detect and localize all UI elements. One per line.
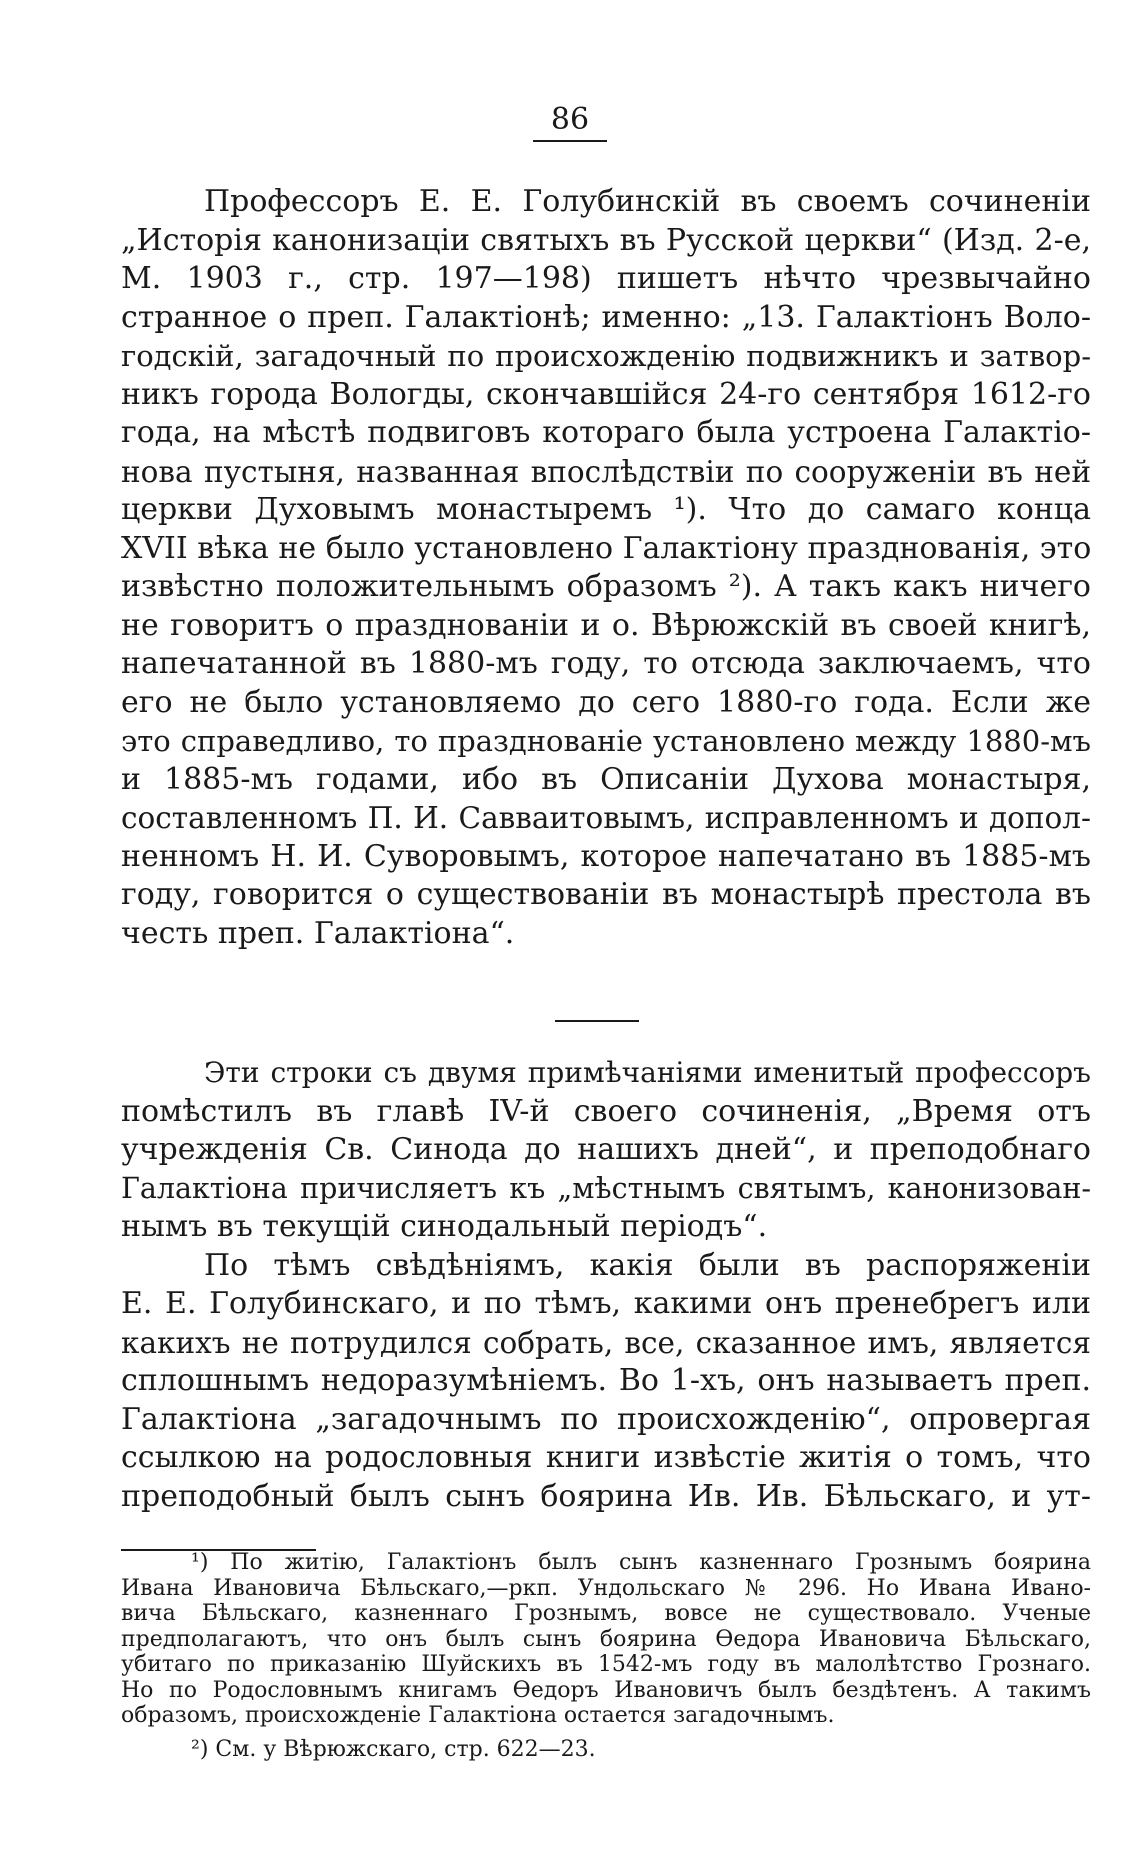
text-line: помѣстилъ въ главѣ IV-й своего сочиненія, „Время отъ: [121, 1093, 1091, 1129]
text-line: сплошнымъ недоразумѣніемъ. Во 1-хъ, онъ называетъ преп.: [121, 1363, 1091, 1398]
text-line: составленномъ П. И. Савваитовымъ, исправленномъ и допол-: [121, 801, 1091, 835]
text-line: его не было установляемо до сего 1880-го года. Если же: [121, 684, 1091, 720]
footnote-line: ²) См. у Вѣрюжскаго, стр. 622—23.: [191, 1736, 596, 1762]
paragraph-commentary: [121, 1054, 1091, 1516]
text-line: извѣстно положительнымъ образомъ ²). А такъ какъ ничего: [121, 569, 1091, 604]
text-line: года, на мѣстѣ подвиговъ котораго была устроена Галактіо-: [121, 415, 1091, 450]
text-line: Эти строки съ двумя примѣчаніями именитый профессоръ: [204, 1056, 1091, 1089]
text-line: это справедливо, то празднованіе установлено между 1880-мъ: [121, 724, 1091, 758]
text-line: честь преп. Галактіона“.: [121, 915, 515, 951]
text-line: напечатанной въ 1880-мъ году, то отсюда заключаемъ, что: [121, 646, 1091, 681]
section-separator: [555, 1020, 639, 1022]
text-line: и 1885-мъ годами, ибо въ Описаніи Духова монастыря,: [121, 761, 1091, 797]
text-line: не говоритъ о празднованіи и о. Вѣрюжскій въ своей книгѣ,: [121, 607, 1091, 643]
text-line: странное о преп. Галактіонѣ; именно: „13. Галактіонъ Воло-: [121, 299, 1091, 335]
text-line: годскій, загадочный по происхожденію подвижникъ и затвор-: [121, 339, 1091, 373]
text-line: какихъ не потрудился собрать, все, сказанное имъ, является: [121, 1325, 1091, 1360]
text-line: XVII вѣка не было установлено Галактіону празднованія, это: [121, 530, 1092, 566]
text-line: церкви Духовымъ монастыремъ ¹). Что до самаго конца: [121, 492, 1091, 527]
footnote-2: [121, 1737, 1091, 1763]
footnote-line: Но по Родословнымъ книгамъ Ѳедоръ Ивановичъ былъ бездѣтенъ. А такимъ: [121, 1677, 1091, 1703]
page-number-text: 86: [533, 102, 607, 142]
text-line: никъ города Вологды, скончавшійся 24-го сентября 1612-го: [121, 376, 1091, 412]
text-line: По тѣмъ свѣдѣніямъ, какія были въ распоряженіи: [204, 1247, 1091, 1283]
paragraph-golubinsky-quote: [121, 183, 1091, 953]
text-line: Профессоръ Е. Е. Голубинскій въ своемъ сочиненіи: [204, 184, 1091, 219]
footnote-1: [121, 1550, 1091, 1729]
text-line: Галактіона причисляетъ къ „мѣстнымъ святымъ, канонизован-: [121, 1171, 1091, 1205]
footnote-line: образомъ, происхожденіе Галактіона остается загадочнымъ.: [121, 1703, 835, 1728]
text-line: преподобный былъ сынъ боярина Ив. Ив. Бѣльскаго, и ут-: [121, 1478, 1091, 1514]
page-number: [0, 102, 1140, 142]
text-line: учрежденія Св. Синода до нашихъ дней“, и преподобнаго: [121, 1132, 1091, 1167]
text-line: Галактіона „загадочнымъ по происхожденію“, опровергая: [121, 1401, 1091, 1437]
text-line: нова пустыня, названная впослѣдствіи по сооруженіи въ ней: [121, 454, 1091, 489]
text-line: году, говорится о существованіи въ монастырѣ престола въ: [121, 877, 1091, 912]
footnote-line: предполагаютъ, что онъ былъ сынъ боярина Ѳедора Ивановича Бѣльскаго,: [121, 1626, 1091, 1652]
footnotes: [121, 1550, 1091, 1762]
footnote-line: убитаго по приказанію Шуйскихъ въ 1542-мъ году въ малолѣтство Грознаго.: [121, 1652, 1091, 1677]
text-line: Е. Е. Голубинскаго, и по тѣмъ, какими онъ пренебрегъ или: [121, 1286, 1091, 1321]
footnote-line: Ивана Ивановича Бѣльскаго,—ркп. Ундольскаго № 296. Но Ивана Ивано-: [121, 1575, 1091, 1601]
text-line: ненномъ Н. И. Суворовымъ, которое напечатано въ 1885-мъ: [121, 838, 1091, 874]
footnote-line: ¹) По житію, Галактіонъ былъ сынъ казненнаго Грознымъ боярина: [191, 1550, 1091, 1575]
text-line: нымъ въ текущій синодальный періодъ“.: [121, 1209, 768, 1244]
text-line: „Исторія канонизаціи святыхъ въ Русской церкви“ (Изд. 2-е,: [121, 222, 1091, 258]
footnote-line: вича Бѣльскаго, казненнаго Грознымъ, вовсе не существовало. Ученые: [121, 1601, 1091, 1626]
text-line: ссылкою на родословныя книги извѣстіе житія о томъ, что: [121, 1440, 1091, 1475]
text-line: М. 1903 г., стр. 197—198) пишетъ нѣчто чрезвычайно: [121, 261, 1091, 296]
